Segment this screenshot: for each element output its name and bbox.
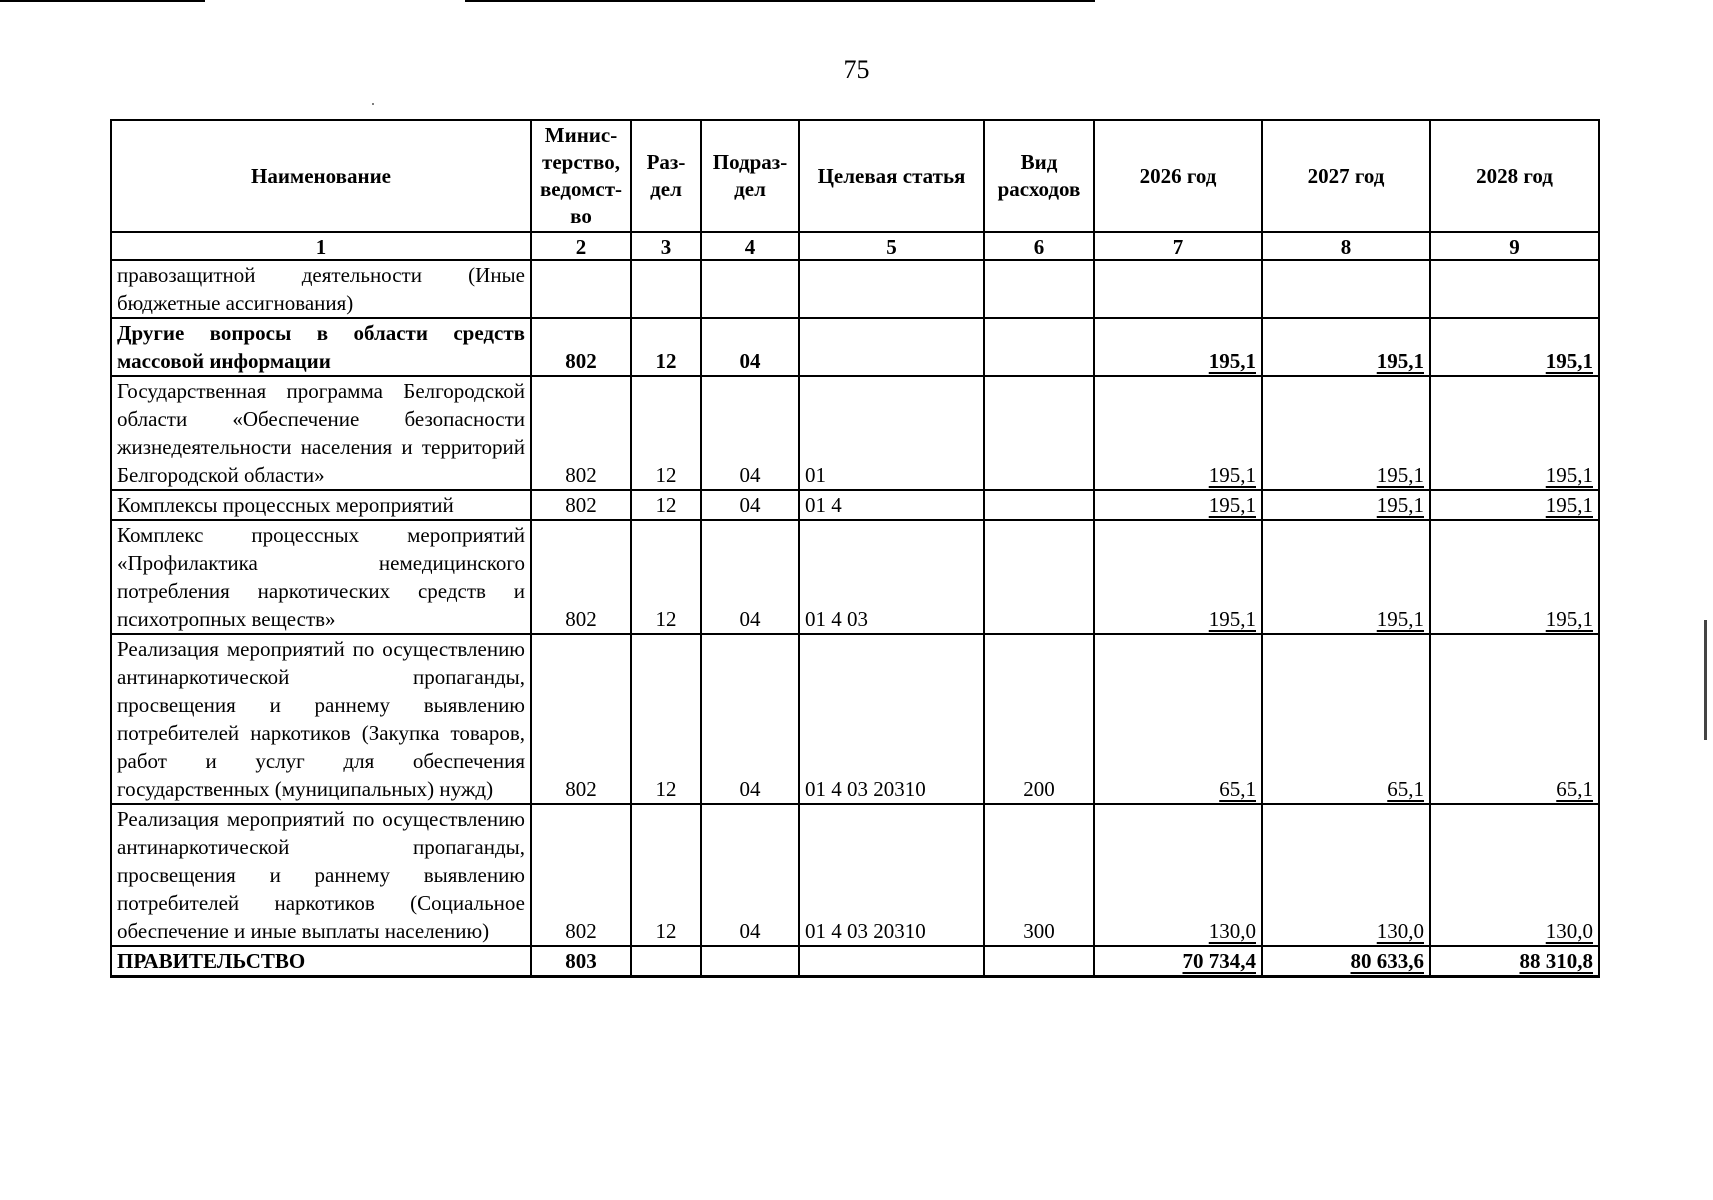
row-expense [984, 260, 1094, 318]
row-subsection [701, 260, 799, 318]
col-header-name: Наименование [111, 120, 531, 232]
row-name: Реализация мероприятий по осуществлению антинаркотической пропаганды, просвещения и раннему выявлению потребителей наркотиков (Социальное обеспечение и иные выплаты населению) [111, 804, 531, 946]
col-number: 7 [1094, 232, 1262, 260]
row-target: 01 4 03 [799, 520, 984, 634]
table-row [111, 260, 1599, 318]
row-2028: 65,1 [1430, 634, 1599, 804]
budget-table [110, 119, 1600, 978]
col-header-subsection: Подраз-дел [701, 120, 799, 232]
row-expense: 200 [984, 634, 1094, 804]
row-2026: 65,1 [1094, 634, 1262, 804]
row-2026: 195,1 [1094, 490, 1262, 520]
table-row [111, 634, 1599, 804]
row-expense: 300 [984, 804, 1094, 946]
table-row [111, 318, 1599, 376]
row-subsection [701, 946, 799, 977]
scan-edge-line [465, 0, 1095, 2]
row-target: 01 4 [799, 490, 984, 520]
col-header-ministry: Минис-терство, ведомст-во [531, 120, 631, 232]
column-number-row [111, 232, 1599, 260]
col-number: 2 [531, 232, 631, 260]
col-number: 6 [984, 232, 1094, 260]
col-number: 4 [701, 232, 799, 260]
row-section: 12 [631, 318, 701, 376]
scan-edge-line [0, 0, 205, 2]
row-expense [984, 520, 1094, 634]
row-2026: 195,1 [1094, 520, 1262, 634]
row-2026: 70 734,4 [1094, 946, 1262, 977]
row-ministry: 802 [531, 490, 631, 520]
row-expense [984, 490, 1094, 520]
row-expense [984, 946, 1094, 977]
row-2027: 80 633,6 [1262, 946, 1430, 977]
col-number: 3 [631, 232, 701, 260]
row-subsection: 04 [701, 376, 799, 490]
col-header-section: Раз-дел [631, 120, 701, 232]
row-ministry [531, 260, 631, 318]
row-name: Комплексы процессных мероприятий [111, 490, 531, 520]
page-number: 75 [843, 55, 870, 84]
row-2027: 195,1 [1262, 490, 1430, 520]
row-expense [984, 318, 1094, 376]
table-row [111, 376, 1599, 490]
table-row [111, 490, 1599, 520]
scan-speck [372, 103, 374, 105]
row-section: 12 [631, 376, 701, 490]
row-subsection: 04 [701, 318, 799, 376]
row-2027: 195,1 [1262, 520, 1430, 634]
col-number: 5 [799, 232, 984, 260]
row-section: 12 [631, 490, 701, 520]
table-row [111, 520, 1599, 634]
row-target: 01 4 03 20310 [799, 634, 984, 804]
row-section: 12 [631, 520, 701, 634]
row-2027: 130,0 [1262, 804, 1430, 946]
row-section [631, 946, 701, 977]
header-row [111, 120, 1599, 232]
row-section [631, 260, 701, 318]
row-ministry: 802 [531, 376, 631, 490]
row-target: 01 4 03 20310 [799, 804, 984, 946]
row-ministry: 802 [531, 520, 631, 634]
row-2026: 195,1 [1094, 318, 1262, 376]
row-2028: 195,1 [1430, 318, 1599, 376]
row-2027: 65,1 [1262, 634, 1430, 804]
row-2028: 195,1 [1430, 520, 1599, 634]
col-header-target: Целевая статья [799, 120, 984, 232]
row-2027 [1262, 260, 1430, 318]
row-ministry: 802 [531, 804, 631, 946]
row-subsection: 04 [701, 634, 799, 804]
row-target [799, 260, 984, 318]
col-number: 1 [111, 232, 531, 260]
row-target [799, 318, 984, 376]
row-2026: 130,0 [1094, 804, 1262, 946]
col-header-2028: 2028 год [1430, 120, 1599, 232]
row-2026 [1094, 260, 1262, 318]
row-2028: 195,1 [1430, 376, 1599, 490]
row-2028 [1430, 260, 1599, 318]
row-section: 12 [631, 804, 701, 946]
row-name: Реализация мероприятий по осуществлению антинаркотической пропаганды, просвещения и раннему выявлению потребителей наркотиков (Закупка товаров, работ и услуг для обеспечения государственных (муниципальных) нужд) [111, 634, 531, 804]
scan-edge-mark [1704, 620, 1707, 740]
row-name: Государственная программа Белгородской области «Обеспечение безопасности жизнедеятельности населения и территорий Белгородской области» [111, 376, 531, 490]
row-subsection: 04 [701, 804, 799, 946]
row-2028: 88 310,8 [1430, 946, 1599, 977]
row-name: ПРАВИТЕЛЬСТВО [111, 946, 531, 977]
row-ministry: 802 [531, 634, 631, 804]
row-name: правозащитной деятельности (Иные бюджетные ассигнования) [111, 260, 531, 318]
row-name: Другие вопросы в области средств массовой информации [111, 318, 531, 376]
row-ministry: 803 [531, 946, 631, 977]
row-name: Комплекс процессных мероприятий «Профилактика немедицинского потребления наркотических средств и психотропных веществ» [111, 520, 531, 634]
row-2027: 195,1 [1262, 376, 1430, 490]
col-number: 8 [1262, 232, 1430, 260]
row-2026: 195,1 [1094, 376, 1262, 490]
row-2028: 195,1 [1430, 490, 1599, 520]
col-number: 9 [1430, 232, 1599, 260]
row-ministry: 802 [531, 318, 631, 376]
col-header-2027: 2027 год [1262, 120, 1430, 232]
col-header-expense: Вид расходов [984, 120, 1094, 232]
row-target: 01 [799, 376, 984, 490]
row-target [799, 946, 984, 977]
col-header-2026: 2026 год [1094, 120, 1262, 232]
table-row [111, 804, 1599, 946]
table-row-total [111, 946, 1599, 977]
row-2028: 130,0 [1430, 804, 1599, 946]
row-subsection: 04 [701, 490, 799, 520]
row-section: 12 [631, 634, 701, 804]
row-2027: 195,1 [1262, 318, 1430, 376]
row-expense [984, 376, 1094, 490]
row-subsection: 04 [701, 520, 799, 634]
